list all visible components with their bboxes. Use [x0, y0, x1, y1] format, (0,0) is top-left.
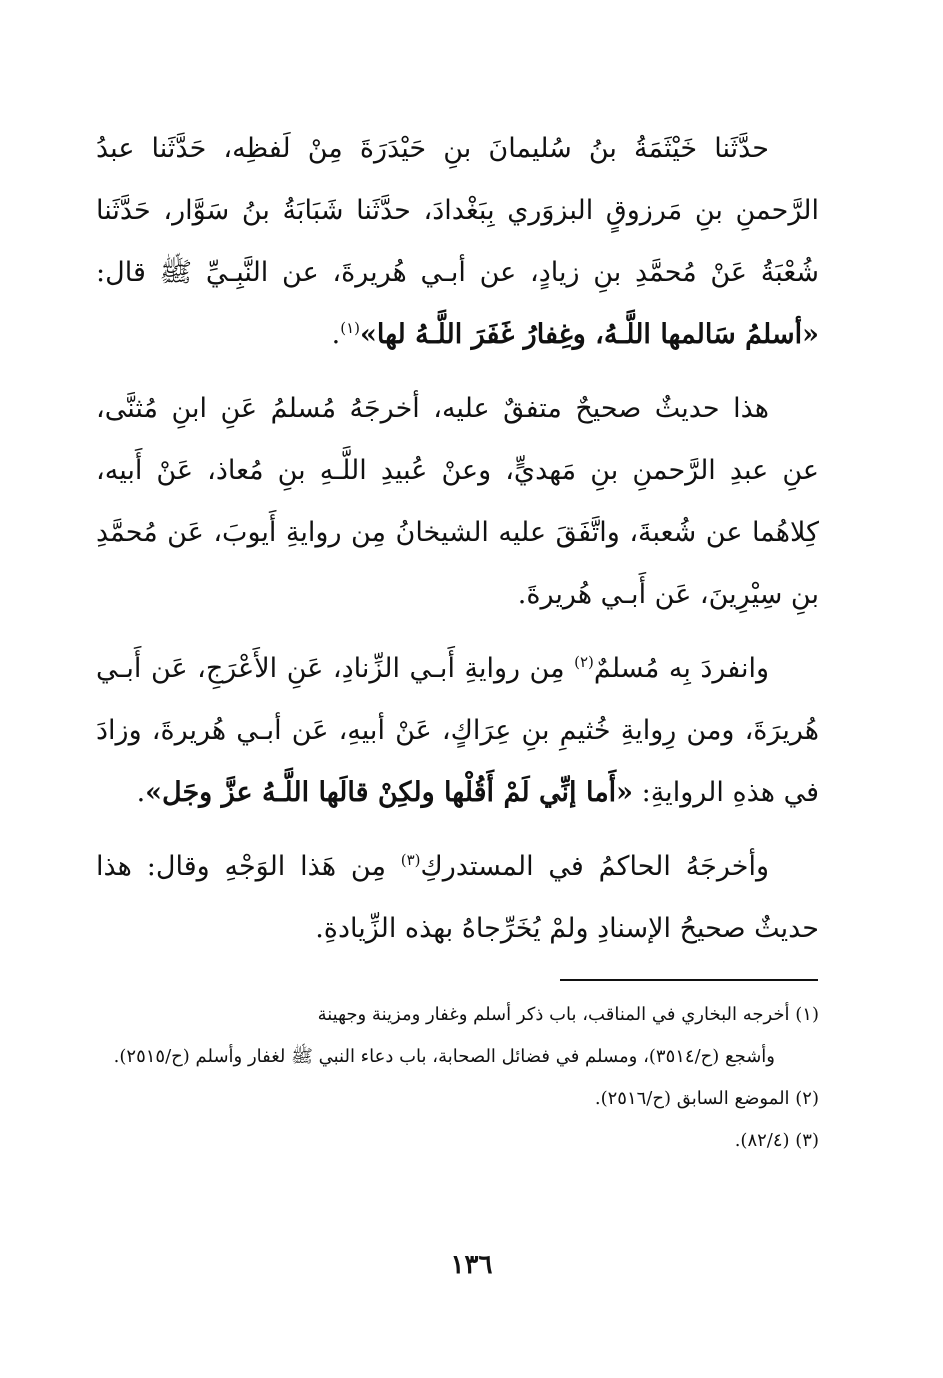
paragraph-muslim-only — [96, 638, 819, 824]
paragraph-end: . — [136, 777, 146, 808]
hadith-quote: «أَما إنِّي لَمْ أَقُلْها ولكِنْ قالَها اللَّـهُ عزَّ وجَل» — [145, 777, 634, 808]
footnote-3: (٣) (٨٢/٤). — [734, 1130, 819, 1151]
paragraph-lead: وأخرجَهُ الحاكمُ في المستدركِ — [420, 851, 769, 882]
paragraph-text: هذا حديثٌ صحيحٌ متفقٌ عليه، أخرجَهُ مُسلمُ عَنِ ابنِ مُثنَّى، عنِ عبدِ الرَّحمنِ بنِ مَهديٍّ، وعنْ عُبيدِ اللَّـهِ بنِ مُعاذ، عَنْ أَبيه، كِلاهُما عن شُعبةَ، واتَّفَقَ عليه الشيخانُ مِن روايةِ أَيوبَ، عَن مُحمَّدِ بنِ سِيْرِينَ، عَن أَبـي هُريرةَ. — [96, 393, 819, 610]
paragraph-text: حدَّثَنا خَيْثَمَةُ بنُ سُليمانَ بنِ حَيْدَرَةَ مِنْ لَفظِه، حَدَّثَنا عبدُ الرَّحمنِ بنِ مَرزوقٍ البزوَري بِبَغْدادَ، حدَّثَنا شَبَابَةُ بنُ سَوَّار، حَدَّثَنا شُعْبَةُ عَنْ مُحمَّدِ بنِ زيادٍ، عن أبـي هُريرةَ، عن النَّبِـيِّ ﷺ قال: — [96, 133, 819, 288]
paragraph-hakim — [96, 836, 819, 960]
footnote-separator — [560, 979, 818, 981]
footnotes — [96, 994, 819, 1162]
footnote-ref-1[interactable]: (١) — [340, 319, 360, 337]
main-text — [96, 118, 819, 960]
paragraph-takhrij — [96, 378, 819, 626]
page-number: ١٣٦ — [450, 1250, 493, 1280]
paragraph-text: مِن روايةِ أَبـي الزِّنادِ، عَنِ الأَعْرَجِ، عَن أَبـي هُريرَةَ، ومن رِوايةِ خُثيمِ بنِ عِرَاكٍ، عَنْ أبيهِ، عَن أبـي هُريرةَ، وزادَ في هذهِ الروايةِ: — [96, 653, 819, 808]
paragraph-text: مِن هَذا الوَجْهِ وقال: هذا حديثٌ صحيحُ الإسنادِ ولمْ يُخَرِّجاهُ بهذه الزِّيادةِ. — [96, 851, 819, 944]
footnote-2: (٢) الموضع السابق (ح/٢٥١٦). — [594, 1088, 819, 1109]
paragraph-hadith — [96, 118, 819, 366]
paragraph-end: . — [331, 319, 341, 350]
footnote-1-continued: وأشجع (ح/٣٥١٤)، ومسلم في فضائل الصحابة، باب دعاء النبي ﷺ لغفار وأسلم (ح/٢٥١٥). — [113, 1046, 775, 1067]
paragraph-lead: وانفردَ بِه مُسلمٌ — [593, 653, 769, 684]
hadith-quote: «أسلمُ سَالمها اللَّـهُ، وغِفارُ غَفَرَ اللَّـهُ لها» — [359, 319, 819, 350]
footnote-1: (١) أخرجه البخاري في المناقب، باب ذكر أسلم وغفار ومزينة وجهينة — [317, 1004, 819, 1025]
footnote-ref-3[interactable]: (٣) — [400, 851, 421, 869]
footnote-ref-2[interactable]: (٢) — [574, 653, 594, 671]
